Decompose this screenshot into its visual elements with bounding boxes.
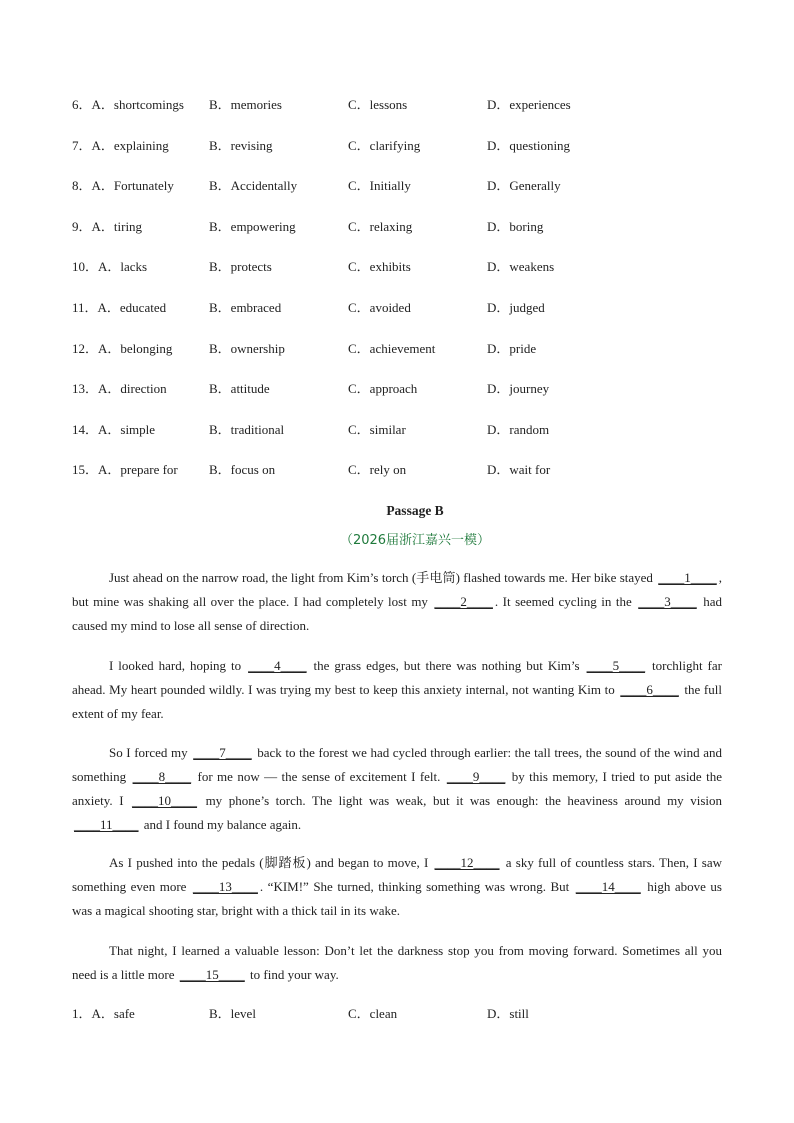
option-d: D．journey [487, 381, 550, 397]
passage-text: , but mine was shaking all over the place. I had completely lost my [72, 570, 722, 609]
option-c: C．clean [348, 1006, 398, 1021]
question-number-option-a: 13．A．direction [72, 381, 167, 397]
option-c: C．lessons [348, 97, 408, 112]
answer-blank: ____8____ [132, 769, 192, 784]
option-b: B．revising [209, 137, 273, 153]
passage-source: （2026届浙江嘉兴一模） [339, 533, 491, 548]
question-number-option-a: 1．A．safe [72, 1006, 135, 1021]
question-number-option-a: 14．A．simple [72, 421, 156, 437]
passage-text: the grass edges, but there was nothing but Kim’s [308, 658, 585, 673]
passage-text: . It seemed cycling in the [494, 594, 637, 609]
answer-blank: ____1____ [658, 570, 717, 585]
option-b: B．embraced [209, 300, 282, 315]
question-number-option-a: 15．A．prepare for [72, 462, 178, 478]
option-d: D．pride [487, 340, 537, 356]
passage-paragraph [72, 851, 722, 923]
passage-text: . “KIM!” She turned, thinking something was wrong. But [259, 879, 574, 894]
passage-paragraph [72, 566, 722, 638]
answer-blank: ____12____ [434, 855, 500, 870]
option-c: C．Initially [348, 178, 411, 194]
passage-text: for me now — the sense of excitement I felt. [193, 769, 445, 784]
option-d: D．boring [487, 218, 544, 234]
option-c: C．relaxing [348, 218, 413, 234]
answer-blank: ____2____ [434, 594, 493, 609]
passage-text: my phone’s torch. The light was weak, but it was enough: the heaviness around my vision [199, 793, 722, 808]
option-b: B．memories [209, 97, 282, 112]
option-c: C．rely on [348, 462, 407, 478]
option-d: D．Generally [487, 178, 561, 194]
option-d: D．still [487, 1006, 529, 1021]
option-b: B．traditional [209, 421, 285, 437]
option-b: B．Accidentally [209, 178, 298, 194]
option-d: D．wait for [487, 462, 551, 478]
passage-paragraph [72, 741, 722, 837]
option-b: B．level [209, 1006, 256, 1021]
option-c: C．approach [348, 381, 418, 397]
answer-blank: ____6____ [620, 682, 679, 697]
option-b: B．protects [209, 259, 272, 275]
passage-text: Just ahead on the narrow road, the light from Kim’s torch (手电筒) flashed towards me. Her bike stayed [109, 570, 657, 585]
option-b: B．focus on [209, 462, 276, 478]
option-c: C．exhibits [348, 259, 411, 275]
option-b: B．attitude [209, 381, 270, 397]
passage-text: So I forced my [109, 745, 192, 760]
answer-blank: ____15____ [179, 967, 245, 982]
answer-blank: ____11____ [74, 817, 139, 832]
answer-blank: ____4____ [248, 658, 307, 673]
answer-blank: ____14____ [575, 879, 641, 894]
passage-text: high above us was a magical shooting star, bright with a thick tail in its wake. [72, 879, 722, 918]
option-c: C．clarifying [348, 137, 421, 153]
answer-blank: ____7____ [193, 745, 252, 760]
passage-text: torchlight far ahead. My heart pounded wildly. I was trying my best to keep this anxiety internal, not wanting Kim to [72, 658, 722, 697]
answer-blank: ____13____ [192, 879, 258, 894]
answer-blank: ____9____ [446, 769, 506, 784]
question-number-option-a: 6．A．shortcomings [72, 97, 184, 112]
answer-blank: ____10____ [132, 793, 198, 808]
option-c: C．achievement [348, 340, 436, 356]
passage-text: a sky full of countless stars. Then, I saw something even more [72, 855, 722, 894]
option-d: D．weakens [487, 259, 555, 275]
option-d: D．questioning [487, 137, 571, 153]
passage-text: had caused my mind to lose all sense of direction. [72, 594, 722, 633]
option-c: C．similar [348, 421, 406, 437]
passage-text: the full extent of my fear. [72, 682, 722, 721]
option-b: B．ownership [209, 340, 285, 356]
option-c: C．avoided [348, 300, 411, 315]
option-b: B．empowering [209, 218, 296, 234]
question-number-option-a: 12．A．belonging [72, 340, 173, 356]
question-number-option-a: 8．A．Fortunately [72, 178, 174, 194]
passage-text: I looked hard, hoping to [109, 658, 247, 673]
option-d: D．judged [487, 300, 545, 315]
option-d: D．random [487, 421, 550, 437]
answer-blank: ____5____ [586, 658, 646, 673]
passage-text: That night, I learned a valuable lesson: Don’t let the darkness stop you from moving forward. Sometimes all you need is a little more [72, 943, 722, 982]
question-number-option-a: 7．A．explaining [72, 137, 169, 153]
passage-title: Passage B [386, 503, 444, 518]
question-number-option-a: 10．A．lacks [72, 259, 148, 275]
question-number-option-a: 9．A．tiring [72, 218, 143, 234]
option-d: D．experiences [487, 97, 571, 112]
passage-text: back to the forest we had cycled through earlier: the tall trees, the sound of the wind and something [72, 745, 722, 784]
passage-text: and I found my balance again. [140, 817, 302, 832]
passage-text: by this memory, I tried to put aside the anxiety. I [72, 769, 722, 808]
passage-text: As I pushed into the pedals (脚踏板) and began to move, I [109, 855, 433, 870]
question-number-option-a: 11．A．educated [72, 300, 167, 315]
passage-text: to find your way. [246, 967, 339, 982]
passage-paragraph [72, 654, 722, 726]
answer-blank: ____3____ [638, 594, 697, 609]
passage-paragraph [72, 939, 722, 987]
